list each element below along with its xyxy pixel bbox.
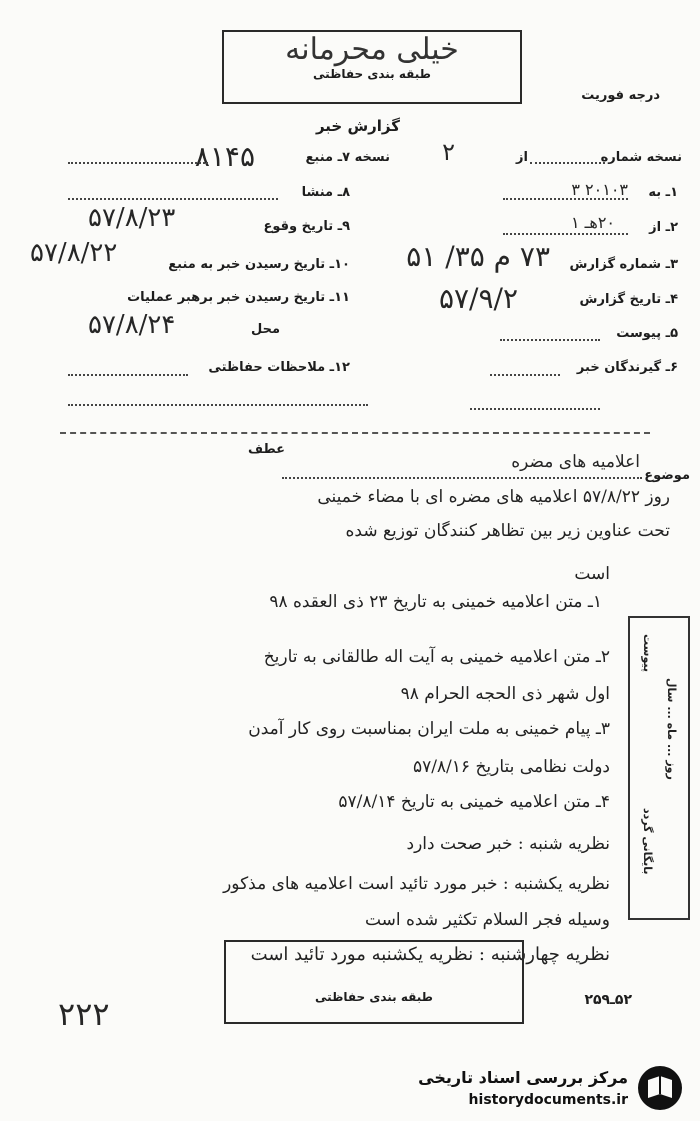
copy-number-label: نسخه شماره	[600, 150, 682, 165]
side-box-text-2: روز ... ماه ... سال	[665, 678, 678, 780]
body-line: دولت نظامی بتاریخ ۵۷/۸/۱۶	[412, 757, 610, 777]
security-notes-label: ۱۲ـ ملاحظات حفاظتی	[208, 360, 350, 375]
stamp-classification-label: طبقه بندی حفاظتی	[313, 67, 431, 81]
report-date-value: ۵۷/۹/۲	[438, 282, 518, 315]
origin-label: ۸ـ منشا	[301, 185, 350, 200]
report-date-label: ۴ـ تاریخ گزارش	[579, 292, 678, 307]
recipients-dots-1	[490, 374, 560, 376]
side-box-text-1: پیوست	[641, 634, 654, 672]
report-number-value: ۷۳ م ۳۵/ ۵۱	[406, 240, 550, 273]
event-date-label: ۹ـ تاریخ وقوع	[263, 219, 350, 234]
subject-value: اعلامیه های مضره	[511, 452, 640, 472]
side-box-text-3: بایگانی گردد	[641, 808, 654, 875]
body-line: ۴ـ متن اعلامیه خمینی به تاریخ ۵۷/۸/۱۴	[338, 792, 610, 812]
bottom-classification-stamp	[224, 940, 524, 1024]
report-number-label: ۳ـ شماره گزارش	[569, 257, 678, 272]
subject-ref-label: عطف	[247, 442, 285, 457]
body-line: ۳ـ پیام خمینی به ملت ایران بمناسبت روی کار آمدن	[248, 719, 610, 739]
body-line: ۲ـ متن اعلامیه خمینی به آیت اله طالقانی به تاریخ	[263, 647, 610, 667]
copies-label: نسخه	[354, 150, 390, 165]
from2-label: ۲ـ از	[649, 220, 678, 235]
section-divider	[60, 432, 650, 434]
subject-dots	[282, 477, 642, 479]
attachment-dots	[500, 339, 600, 341]
watermark-url: historydocuments.ir	[468, 1092, 628, 1108]
bottom-stamp-label: طبقه بندی حفاظتی	[315, 990, 433, 1004]
handwritten-number: ۲۲۲	[58, 995, 110, 1033]
copy-number-dots	[530, 162, 605, 164]
copies-handwritten: ۲	[442, 138, 455, 166]
security-notes-dots-1	[68, 374, 188, 376]
to-dots	[503, 198, 628, 200]
attachment-label: ۵ـ پیوست	[616, 326, 678, 341]
book-icon	[638, 1066, 682, 1110]
archive-side-box	[628, 616, 690, 920]
event-date-value: ۵۷/۸/۲۳	[88, 203, 176, 233]
place-label: محل	[250, 322, 280, 337]
body-line: نظریه یکشنبه : خبر مورد تائید است اعلامیه های مذکور	[223, 874, 610, 894]
body-line: تحت عناوین زیر بین تظاهر کنندگان توزیع شده	[345, 521, 670, 541]
from2-dots	[503, 233, 628, 235]
priority-mark	[564, 78, 572, 86]
received-source-label: ۱۰ـ تاریخ رسیدن خبر به منبع	[168, 257, 350, 272]
archive-logo-icon	[638, 1066, 682, 1110]
stamp-handwritten-text: خیلی محرمانه	[285, 32, 459, 67]
received-ref-label: ۱۱ـ تاریخ رسیدن خبر برهبر عملیات	[127, 290, 350, 305]
source-label: ۷ـ منبع	[305, 150, 350, 165]
from-label: از	[516, 150, 528, 165]
body-line: نظریه چهارشنبه : نظریه یکشنبه مورد تائید است	[250, 944, 610, 965]
recipients-label: ۶ـ گیرندگان خبر	[576, 360, 678, 375]
body-line: اول شهر ذی الحجه الحرام ۹۸	[400, 684, 610, 704]
received-source-value: ۵۷/۸/۲۲	[30, 238, 118, 268]
security-notes-dots-2	[68, 404, 368, 406]
from2-value: ۲۰هـ ۱	[571, 213, 615, 232]
origin-dots	[68, 198, 278, 200]
received-ref-value: ۵۷/۸/۲۴	[88, 310, 176, 340]
form-code: ۵۲ـ۲۵۹	[584, 992, 632, 1008]
watermark-title: مرکز بررسی اسناد تاریخی	[418, 1068, 628, 1087]
body-line: است	[574, 564, 610, 584]
recipients-dots-2	[470, 408, 600, 410]
subject-label: موضوع	[644, 468, 690, 483]
body-line: وسیله فجر السلام تکثیر شده است	[364, 910, 610, 930]
top-classification-stamp	[222, 30, 522, 104]
report-title: گزارش خبر	[315, 117, 400, 135]
source-dots	[68, 162, 208, 164]
priority-label: درجه فوریت	[581, 88, 660, 103]
to-value: ۲۰۱۰۳ ۳	[571, 180, 628, 199]
body-line: ۱ـ متن اعلامیه خمینی به تاریخ ۲۳ ذی العقده ۹۸	[269, 592, 602, 612]
to-label: ۱ـ به	[648, 185, 678, 200]
source-value: ۸۱۴۵	[194, 140, 255, 173]
body-line: روز ۵۷/۸/۲۲ اعلامیه های مضره ای با مضاء خمینی	[317, 487, 670, 507]
body-line: نظریه شنبه : خبر صحت دارد	[406, 834, 610, 854]
